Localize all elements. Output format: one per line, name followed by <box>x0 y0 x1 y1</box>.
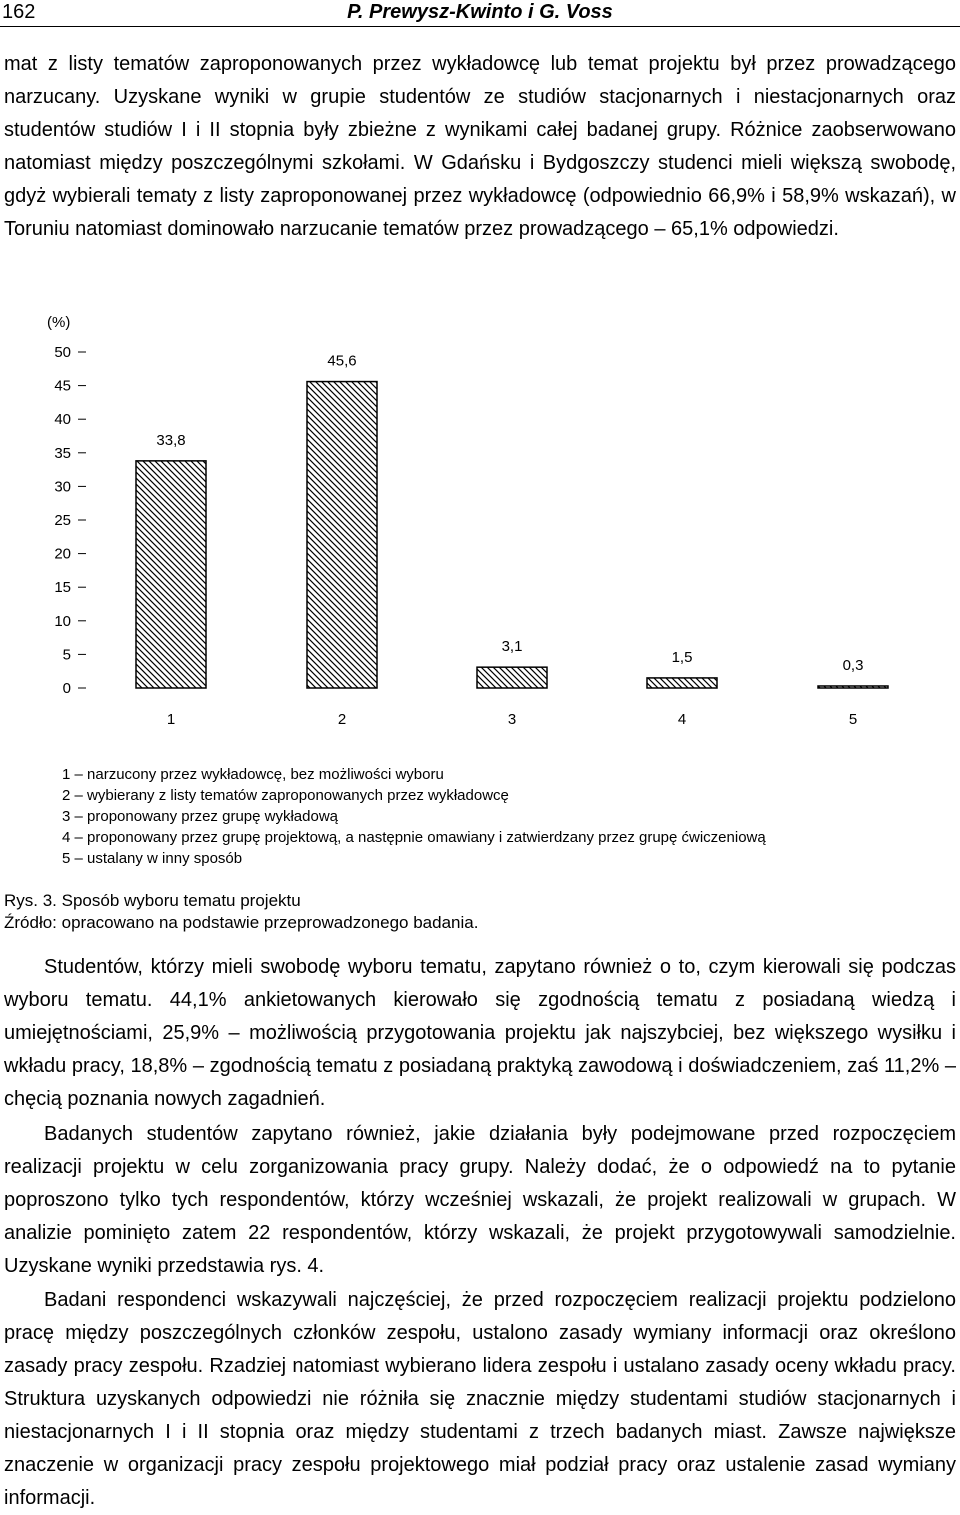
header-rule <box>0 26 960 27</box>
y-axis-label: (%) <box>47 314 71 331</box>
y-tick-label: 35 <box>54 444 71 462</box>
figure-caption <box>4 890 904 934</box>
data-label: 45,6 <box>327 352 357 370</box>
figure-source: Źródło: opracowano na podstawie przeprowadzonego badania. <box>4 913 479 932</box>
y-tick-label: 10 <box>54 612 71 630</box>
bar-chart <box>0 300 960 750</box>
x-tick-label: 1 <box>166 711 176 728</box>
data-label: 1,5 <box>671 648 693 666</box>
x-tick-label: 4 <box>677 711 687 728</box>
y-tick-label: 30 <box>54 478 71 496</box>
bar <box>477 667 547 688</box>
paragraph-3: Badanych studentów zapytano również, jakie działania były podejmowane przed rozpoczęciem realizacji projektu w celu zorganizowania pracy grupy. Należy dodać, że o odpowiedź na to pytanie poproszono tylko tych respondentów, którzy wcześniej wskazali, że projekt realizowali w grupach. W analizie pominięto zatem 22 respondentów, którzy wskazali, że projekt przygotowywali samodzielnie. Uzyskane wyniki przedstawia rys. 4. <box>4 1123 956 1277</box>
y-tick-label: 25 <box>54 512 71 529</box>
paragraph-1: mat z listy tematów zaproponowanych przez wykładowcę lub temat projektu był przez prowadzącego narzucany. Uzyskane wyniki w grupie studentów ze studiów stacjonarnych i niestacjonarnych oraz studentów studiów I i II stopnia były zbieżne z wynikami całej badanej grupy. Różnice zaobserwowano natomiast między poszczególnymi szkołami. W Gdańsku i Bydgoszczy studenci mieli większą swobodę, gdyż wybierali tematy z listy zaproponowanej przez wykładowcę (odpowiednio 66,9% i 58,9% wskazań), w Toruniu natomiast dominowało narzucanie tematów przez prowadzącego – 65,1% odpowiedzi. <box>4 53 956 240</box>
figure-title: Rys. 3. Sposób wyboru tematu projektu <box>4 891 301 910</box>
y-tick-label: 15 <box>54 579 71 597</box>
page-header <box>0 0 960 30</box>
x-tick-label: 3 <box>507 711 517 728</box>
bar <box>647 678 717 688</box>
legend-item: 1 – narzucony przez wykładowcę, bez możliwości wyboru <box>62 766 444 783</box>
y-axis <box>47 314 86 697</box>
bar <box>307 382 377 688</box>
page-number: 162 <box>2 1 36 23</box>
value-labels <box>156 353 863 674</box>
legend-item: 3 – proponowany przez grupę wykładową <box>62 808 338 825</box>
y-tick-label: 45 <box>54 377 71 395</box>
legend-item: 4 – proponowany przez grupę projektową, a następnie omawiany i zatwierdzany przez grupę ćwiczeniową <box>62 829 766 846</box>
data-label: 3,1 <box>501 638 523 656</box>
bar <box>136 461 206 688</box>
x-tick-label: 5 <box>848 711 858 728</box>
y-tick-label: 50 <box>54 344 71 361</box>
legend-item: 2 – wybierany z listy tematów zaproponowanych przez wykładowcę <box>62 787 509 804</box>
x-tick-label: 2 <box>337 711 347 728</box>
running-title: P. Prewysz-Kwinto i G. Voss <box>347 1 613 23</box>
y-tick-label: 20 <box>54 545 71 563</box>
chart-legend <box>62 764 952 869</box>
x-axis <box>167 711 857 728</box>
legend-item: 5 – ustalany w inny sposób <box>62 850 243 867</box>
data-label: 0,3 <box>842 656 864 674</box>
paragraph-4: Badani respondenci wskazywali najczęściej, że przed rozpoczęciem realizacji projektu podzielono pracę między poszczególnych członków zespołu, ustalono zasady wymiany informacji oraz określono zasady pracy zespołu. Rzadziej natomiast wybierano lidera zespołu i ustalano zasady oceny wkładu pracy. Struktura uzyskanych odpowiedzi nie różniła się znacznie między studentami studiów stacjonarnych i niestacjonarnych I i II stopnia oraz między studentami z trzech badanych miast. Zawsze największe znaczenie w organizacji pracy zespołu projektowego miał podział pracy oraz ustalenie zasad wymiany informacji. <box>4 1289 956 1509</box>
paragraph-2: Studentów, którzy mieli swobodę wyboru tematu, zapytano również o to, czym kierowali się podczas wyboru tematu. 44,1% ankietowanych kierowało się zgodnością tematu z posiadaną wiedzą i umiejętnościami, 25,9% – możliwością przygotowania projektu jak najszybciej, bez większego wysiłku i wkładu pracy, 18,8% – zgodnością tematu z posiadaną praktyką zawodową i doświadczeniem, zaś 11,2% – chęcią poznania nowych zagadnień. <box>4 956 956 1110</box>
y-tick-label: 5 <box>62 646 71 664</box>
data-label: 33,8 <box>156 431 186 449</box>
bar <box>818 686 888 688</box>
y-tick-label: 40 <box>54 411 71 429</box>
y-tick-label: 0 <box>62 680 71 697</box>
